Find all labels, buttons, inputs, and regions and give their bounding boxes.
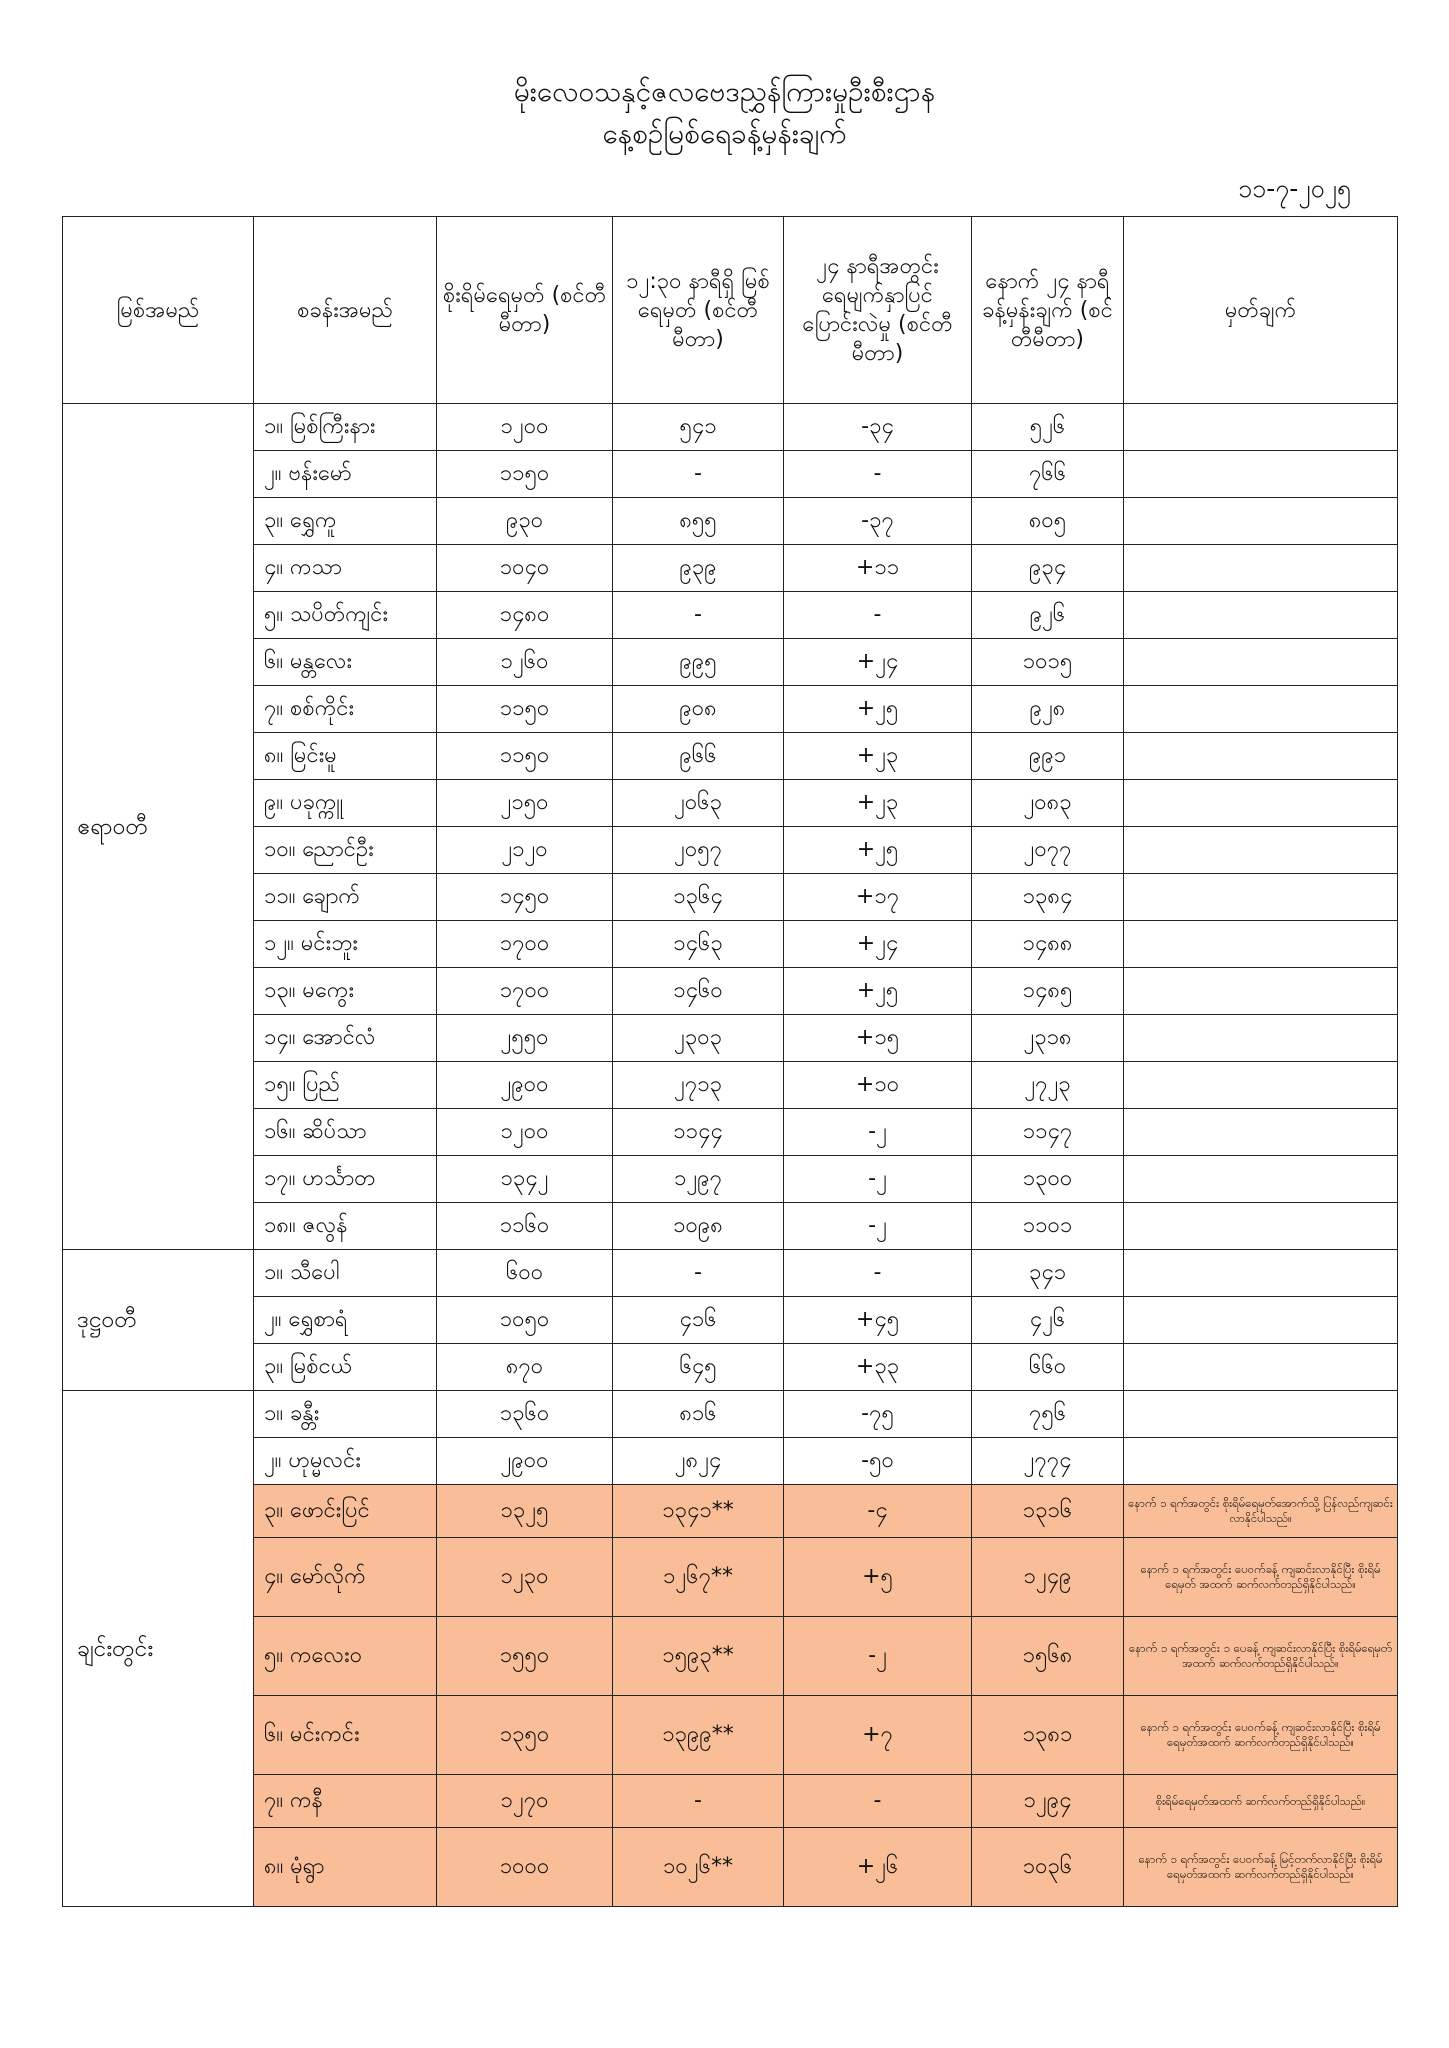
table-row xyxy=(63,874,1398,921)
station-name: ၁၄။ အောင်လံ xyxy=(254,1015,437,1062)
header-station: စခန်းအမည် xyxy=(254,217,437,404)
remark xyxy=(1124,968,1398,1015)
danger-level: ၂၅၅၀ xyxy=(437,1015,613,1062)
table-row xyxy=(63,1250,1398,1297)
level-change: -၃၄ xyxy=(784,404,972,451)
forecast-level: ၁၄၈၅ xyxy=(972,968,1124,1015)
station-name: ၇။ ကနီ xyxy=(254,1775,437,1828)
current-level: ၂၀၅၇ xyxy=(613,827,784,874)
level-change: +၇ xyxy=(784,1696,972,1775)
danger-level: ၁၃၂၅ xyxy=(437,1485,613,1538)
current-level: ၆၄၅ xyxy=(613,1344,784,1391)
station-name: ၁၇။ ဟင်္သာတ xyxy=(254,1156,437,1203)
table-header-row xyxy=(63,217,1398,404)
level-change: +၁၁ xyxy=(784,545,972,592)
station-name: ၉။ ပခုက္ကူ xyxy=(254,780,437,827)
level-change: -၇၅ xyxy=(784,1391,972,1438)
remark xyxy=(1124,921,1398,968)
level-change: -၂ xyxy=(784,1203,972,1250)
table-row xyxy=(63,1109,1398,1156)
remark: နောက် ၁ ရက်အတွင်း ပေ၀က်ခန့် ကျဆင်းလာနိုင်ပြီး စိုးရိမ်ရေမှတ်အထက် ဆက်လက်တည်ရှိနိုင်ပါသည်။ xyxy=(1124,1696,1398,1775)
river-name: ချင်းတွင်း xyxy=(63,1391,254,1907)
danger-level: ၁၂၇၀ xyxy=(437,1775,613,1828)
level-change: -၄ xyxy=(784,1485,972,1538)
station-name: ၈။ မြင်းမူ xyxy=(254,733,437,780)
current-level: - xyxy=(613,1775,784,1828)
remark: နောက် ၁ ရက်အတွင်း ပေ၀က်ခန့် ကျဆင်းလာနိုင်ပြီး စိုးရိမ်ရေမှတ် အထက် ဆက်လက်တည်ရှိနိုင်ပါသည်။ xyxy=(1124,1538,1398,1617)
danger-level: ၂၉၀၀ xyxy=(437,1438,613,1485)
forecast-level: ၂၀၈၃ xyxy=(972,780,1124,827)
forecast-level: ၄၂၆ xyxy=(972,1297,1124,1344)
current-level: ၁၁၄၄ xyxy=(613,1109,784,1156)
danger-level: ၁၀၀၀ xyxy=(437,1828,613,1907)
level-change: -၂ xyxy=(784,1617,972,1696)
remark xyxy=(1124,1438,1398,1485)
table-row xyxy=(63,1696,1398,1775)
danger-level: ၂၁၅၀ xyxy=(437,780,613,827)
current-level: ၅၄၁ xyxy=(613,404,784,451)
danger-level: ၁၅၅၀ xyxy=(437,1617,613,1696)
forecast-level: ၁၁၀၁ xyxy=(972,1203,1124,1250)
level-change: +၂၃ xyxy=(784,733,972,780)
table-row xyxy=(63,827,1398,874)
current-level: ၁၃၆၄ xyxy=(613,874,784,921)
danger-level: ၁၁၅၀ xyxy=(437,451,613,498)
danger-level: ၁၁၅၀ xyxy=(437,733,613,780)
danger-level: ၁၇၀၀ xyxy=(437,921,613,968)
remark xyxy=(1124,1156,1398,1203)
danger-level: ၈၇၀ xyxy=(437,1344,613,1391)
forecast-level: ၇၅၆ xyxy=(972,1391,1124,1438)
current-level: ၁၂၉၇ xyxy=(613,1156,784,1203)
current-level: ၄၁၆ xyxy=(613,1297,784,1344)
current-level: ၉၃၉ xyxy=(613,545,784,592)
station-name: ၁၂။ မင်းဘူး xyxy=(254,921,437,968)
remark xyxy=(1124,545,1398,592)
station-name: ၁၀။ ညောင်ဦး xyxy=(254,827,437,874)
page-subtitle: နေ့စဉ်မြစ်ရေခန့်မှန်းချက် xyxy=(602,117,847,150)
remark xyxy=(1124,639,1398,686)
current-level: ၂၃၀၃ xyxy=(613,1015,784,1062)
danger-level: ၁၂၃၀ xyxy=(437,1538,613,1617)
remark xyxy=(1124,733,1398,780)
table-row xyxy=(63,1391,1398,1438)
table-row xyxy=(63,404,1398,451)
table-row xyxy=(63,451,1398,498)
forecast-level: ၉၂၈ xyxy=(972,686,1124,733)
remark: နောက် ၁ ရက်အတွင်း ၁ ပေခန့် ကျဆင်းလာနိုင်ပြီး စိုးရိမ်ရေမှတ်အထက် ဆက်လက်တည်ရှိနိုင်ပါသည်။ xyxy=(1124,1617,1398,1696)
forecast-level: ၁၃၀၀ xyxy=(972,1156,1124,1203)
header-danger-level: စိုးရိမ်ရေမှတ် (စင်တီမီတာ) xyxy=(437,217,613,404)
remark xyxy=(1124,498,1398,545)
forecast-level: ၁၃၁၆ xyxy=(972,1485,1124,1538)
danger-level: ၁၇၀၀ xyxy=(437,968,613,1015)
level-change: +၄၅ xyxy=(784,1297,972,1344)
current-level: ၉၆၆ xyxy=(613,733,784,780)
forecast-level: ၁၂၄၉ xyxy=(972,1538,1124,1617)
forecast-level: ၁၀၃၆ xyxy=(972,1828,1124,1907)
remark xyxy=(1124,404,1398,451)
forecast-level: ၁၀၁၅ xyxy=(972,639,1124,686)
level-change: +၂၅ xyxy=(784,827,972,874)
level-change: +၅ xyxy=(784,1538,972,1617)
remark xyxy=(1124,1062,1398,1109)
river-name: ဒုဋ္ဌဝတီ xyxy=(63,1250,254,1391)
current-level: ၁၃၄၁** xyxy=(613,1485,784,1538)
station-name: ၆။ မန္တလေး xyxy=(254,639,437,686)
table-row xyxy=(63,1617,1398,1696)
table-row xyxy=(63,780,1398,827)
level-change: +၁၇ xyxy=(784,874,972,921)
station-name: ၃။ ဖောင်းပြင် xyxy=(254,1485,437,1538)
table-row xyxy=(63,1203,1398,1250)
forecast-level: ၂၇၂၃ xyxy=(972,1062,1124,1109)
level-change: +၁၅ xyxy=(784,1015,972,1062)
water-level-table xyxy=(62,216,1398,1907)
header-remark: မှတ်ချက် xyxy=(1124,217,1398,404)
current-level: ၁၄၆၀ xyxy=(613,968,784,1015)
danger-level: ၁၄၈၀ xyxy=(437,592,613,639)
forecast-level: ၉၂၆ xyxy=(972,592,1124,639)
current-level: ၈၅၅ xyxy=(613,498,784,545)
forecast-level: ၁၃၈၄ xyxy=(972,874,1124,921)
station-name: ၁။ သီပေါ xyxy=(254,1250,437,1297)
danger-level: ၁၃၅၀ xyxy=(437,1696,613,1775)
level-change: +၁၀ xyxy=(784,1062,972,1109)
station-name: ၁၆။ ဆိပ်သာ xyxy=(254,1109,437,1156)
table-row xyxy=(63,968,1398,1015)
forecast-level: ၉၉၁ xyxy=(972,733,1124,780)
level-change: - xyxy=(784,451,972,498)
current-level: ၁၅၉၃** xyxy=(613,1617,784,1696)
remark xyxy=(1124,827,1398,874)
remark xyxy=(1124,1344,1398,1391)
table-row xyxy=(63,1775,1398,1828)
station-name: ၃။ ရွှေကူ xyxy=(254,498,437,545)
station-name: ၈။ မုံရွာ xyxy=(254,1828,437,1907)
table-row xyxy=(63,1156,1398,1203)
current-level: - xyxy=(613,451,784,498)
remark xyxy=(1124,1015,1398,1062)
forecast-level: ၂၀၇၇ xyxy=(972,827,1124,874)
danger-level: ၁၂၆၀ xyxy=(437,639,613,686)
table-row xyxy=(63,1485,1398,1538)
station-name: ၁၈။ ဇလွန် xyxy=(254,1203,437,1250)
table-row xyxy=(63,592,1398,639)
station-name: ၂။ ဟုမ္မလင်း xyxy=(254,1438,437,1485)
current-level: ၂၈၂၄ xyxy=(613,1438,784,1485)
current-level: ၂၇၁၃ xyxy=(613,1062,784,1109)
table-body xyxy=(63,404,1398,1907)
remark xyxy=(1124,1250,1398,1297)
station-name: ၁။ မြစ်ကြီးနား xyxy=(254,404,437,451)
station-name: ၁၃။ မကွေး xyxy=(254,968,437,1015)
danger-level: ၁၃၆၀ xyxy=(437,1391,613,1438)
forecast-level: ၁၁၄၇ xyxy=(972,1109,1124,1156)
remark xyxy=(1124,1297,1398,1344)
station-name: ၅။ သပိတ်ကျင်း xyxy=(254,592,437,639)
station-name: ၃။ မြစ်ငယ် xyxy=(254,1344,437,1391)
remark xyxy=(1124,1109,1398,1156)
level-change: -၃၇ xyxy=(784,498,972,545)
level-change: +၂၅ xyxy=(784,686,972,733)
forecast-level: ၁၄၈၈ xyxy=(972,921,1124,968)
station-name: ၇။ စစ်ကိုင်း xyxy=(254,686,437,733)
remark xyxy=(1124,592,1398,639)
remark: စိုးရိမ်ရေမှတ်အထက် ဆက်လက်တည်ရှိနိုင်ပါသည်။ xyxy=(1124,1775,1398,1828)
header-forecast: နောက် ၂၄ နာရီ ခန့်မှန်းချက် (စင်တီမီတာ) xyxy=(972,217,1124,404)
current-level: ၂၀၆၃ xyxy=(613,780,784,827)
forecast-level: ၇၆၆ xyxy=(972,451,1124,498)
forecast-level: ၉၃၄ xyxy=(972,545,1124,592)
danger-level: ၁၂၀၀ xyxy=(437,1109,613,1156)
table-row xyxy=(63,1438,1398,1485)
station-name: ၄။ မော်လိုက် xyxy=(254,1538,437,1617)
current-level: ၈၁၆ xyxy=(613,1391,784,1438)
forecast-level: ၈၀၅ xyxy=(972,498,1124,545)
current-level: ၁၄၆၃ xyxy=(613,921,784,968)
level-change: -၂ xyxy=(784,1109,972,1156)
station-name: ၆။ မင်းကင်း xyxy=(254,1696,437,1775)
level-change: +၂၆ xyxy=(784,1828,972,1907)
table-row xyxy=(63,1015,1398,1062)
danger-level: ၆၀၀ xyxy=(437,1250,613,1297)
table-row xyxy=(63,921,1398,968)
table-row xyxy=(63,1828,1398,1907)
level-change: +၂၄ xyxy=(784,639,972,686)
forecast-level: ၅၂၆ xyxy=(972,404,1124,451)
level-change: +၂၄ xyxy=(784,921,972,968)
level-change: -၂ xyxy=(784,1156,972,1203)
current-level: ၉၉၅ xyxy=(613,639,784,686)
forecast-level: ၃၄၁ xyxy=(972,1250,1124,1297)
table-row xyxy=(63,639,1398,686)
level-change: - xyxy=(784,1250,972,1297)
remark xyxy=(1124,686,1398,733)
forecast-level: ၁၃၈၁ xyxy=(972,1696,1124,1775)
remark xyxy=(1124,874,1398,921)
table-row xyxy=(63,1538,1398,1617)
station-name: ၂။ ရွှေစာရံ xyxy=(254,1297,437,1344)
remark: နောက် ၁ ရက်အတွင်း ပေ၀က်ခန့် မြင့်တက်လာနိုင်ပြီး စိုးရိမ်ရေမှတ်အထက် ဆက်လက်တည်ရှိနိုင်ပါသည်။ xyxy=(1124,1828,1398,1907)
danger-level: ၁၃၄၂ xyxy=(437,1156,613,1203)
header-current-level: ၁၂:၃၀ နာရီရှိ မြစ်ရေမှတ် (စင်တီမီတာ) xyxy=(613,217,784,404)
danger-level: ၁၁၆၀ xyxy=(437,1203,613,1250)
remark xyxy=(1124,1203,1398,1250)
header-river: မြစ်အမည် xyxy=(63,217,254,404)
danger-level: ၂၉၀၀ xyxy=(437,1062,613,1109)
header-change: ၂၄ နာရီအတွင်း ရေမျက်နှာပြင် ပြောင်းလဲမှု (စင်တီမီတာ) xyxy=(784,217,972,404)
station-name: ၂။ ဗန်းမော် xyxy=(254,451,437,498)
table-row xyxy=(63,686,1398,733)
forecast-level: ၁၅၆၈ xyxy=(972,1617,1124,1696)
current-level: - xyxy=(613,1250,784,1297)
station-name: ၄။ ကသာ xyxy=(254,545,437,592)
level-change: -၅၀ xyxy=(784,1438,972,1485)
remark xyxy=(1124,451,1398,498)
river-name: ဧရာဝတီ xyxy=(63,404,254,1250)
station-name: ၁၅။ ပြည် xyxy=(254,1062,437,1109)
current-level: - xyxy=(613,592,784,639)
forecast-level: ၂၃၁၈ xyxy=(972,1015,1124,1062)
remark xyxy=(1124,780,1398,827)
station-name: ၁၁။ ချောက် xyxy=(254,874,437,921)
table-row xyxy=(63,733,1398,780)
forecast-level: ၂၇၇၄ xyxy=(972,1438,1124,1485)
remark: နောက် ၁ ရက်အတွင်း စိုးရိမ်ရေမှတ်အောက်သို့ ပြန်လည်ကျဆင်းလာနိုင်ပါသည်။ xyxy=(1124,1485,1398,1538)
level-change: +၂၅ xyxy=(784,968,972,1015)
report-date: ၁၁-၇-၂၀၂၅ xyxy=(1238,174,1351,203)
danger-level: ၁၀၅၀ xyxy=(437,1297,613,1344)
current-level: ၁၃၉၉** xyxy=(613,1696,784,1775)
station-name: ၁။ ခန္တီး xyxy=(254,1391,437,1438)
table-row xyxy=(63,545,1398,592)
level-change: - xyxy=(784,592,972,639)
danger-level: ၁၂၀၀ xyxy=(437,404,613,451)
current-level: ၁၂၆၇** xyxy=(613,1538,784,1617)
danger-level: ၉၃၀ xyxy=(437,498,613,545)
table-row xyxy=(63,498,1398,545)
current-level: ၁၀၂၆** xyxy=(613,1828,784,1907)
level-change: +၂၃ xyxy=(784,780,972,827)
danger-level: ၁၄၅၀ xyxy=(437,874,613,921)
danger-level: ၁၁၅၀ xyxy=(437,686,613,733)
table-row xyxy=(63,1062,1398,1109)
danger-level: ၁၀၄၀ xyxy=(437,545,613,592)
current-level: ၁၀၉၈ xyxy=(613,1203,784,1250)
forecast-level: ၁၂၉၄ xyxy=(972,1775,1124,1828)
level-change: - xyxy=(784,1775,972,1828)
forecast-level: ၆၆၀ xyxy=(972,1344,1124,1391)
table-row xyxy=(63,1297,1398,1344)
current-level: ၉၀၈ xyxy=(613,686,784,733)
danger-level: ၂၁၂၀ xyxy=(437,827,613,874)
station-name: ၅။ ကလေးဝ xyxy=(254,1617,437,1696)
table-row xyxy=(63,1344,1398,1391)
level-change: +၃၃ xyxy=(784,1344,972,1391)
remark xyxy=(1124,1391,1398,1438)
page-title: မိုးလေဝသနှင့်ဇလဗေဒညွှန်ကြားမှုဦးစီးဌာန xyxy=(513,75,936,108)
